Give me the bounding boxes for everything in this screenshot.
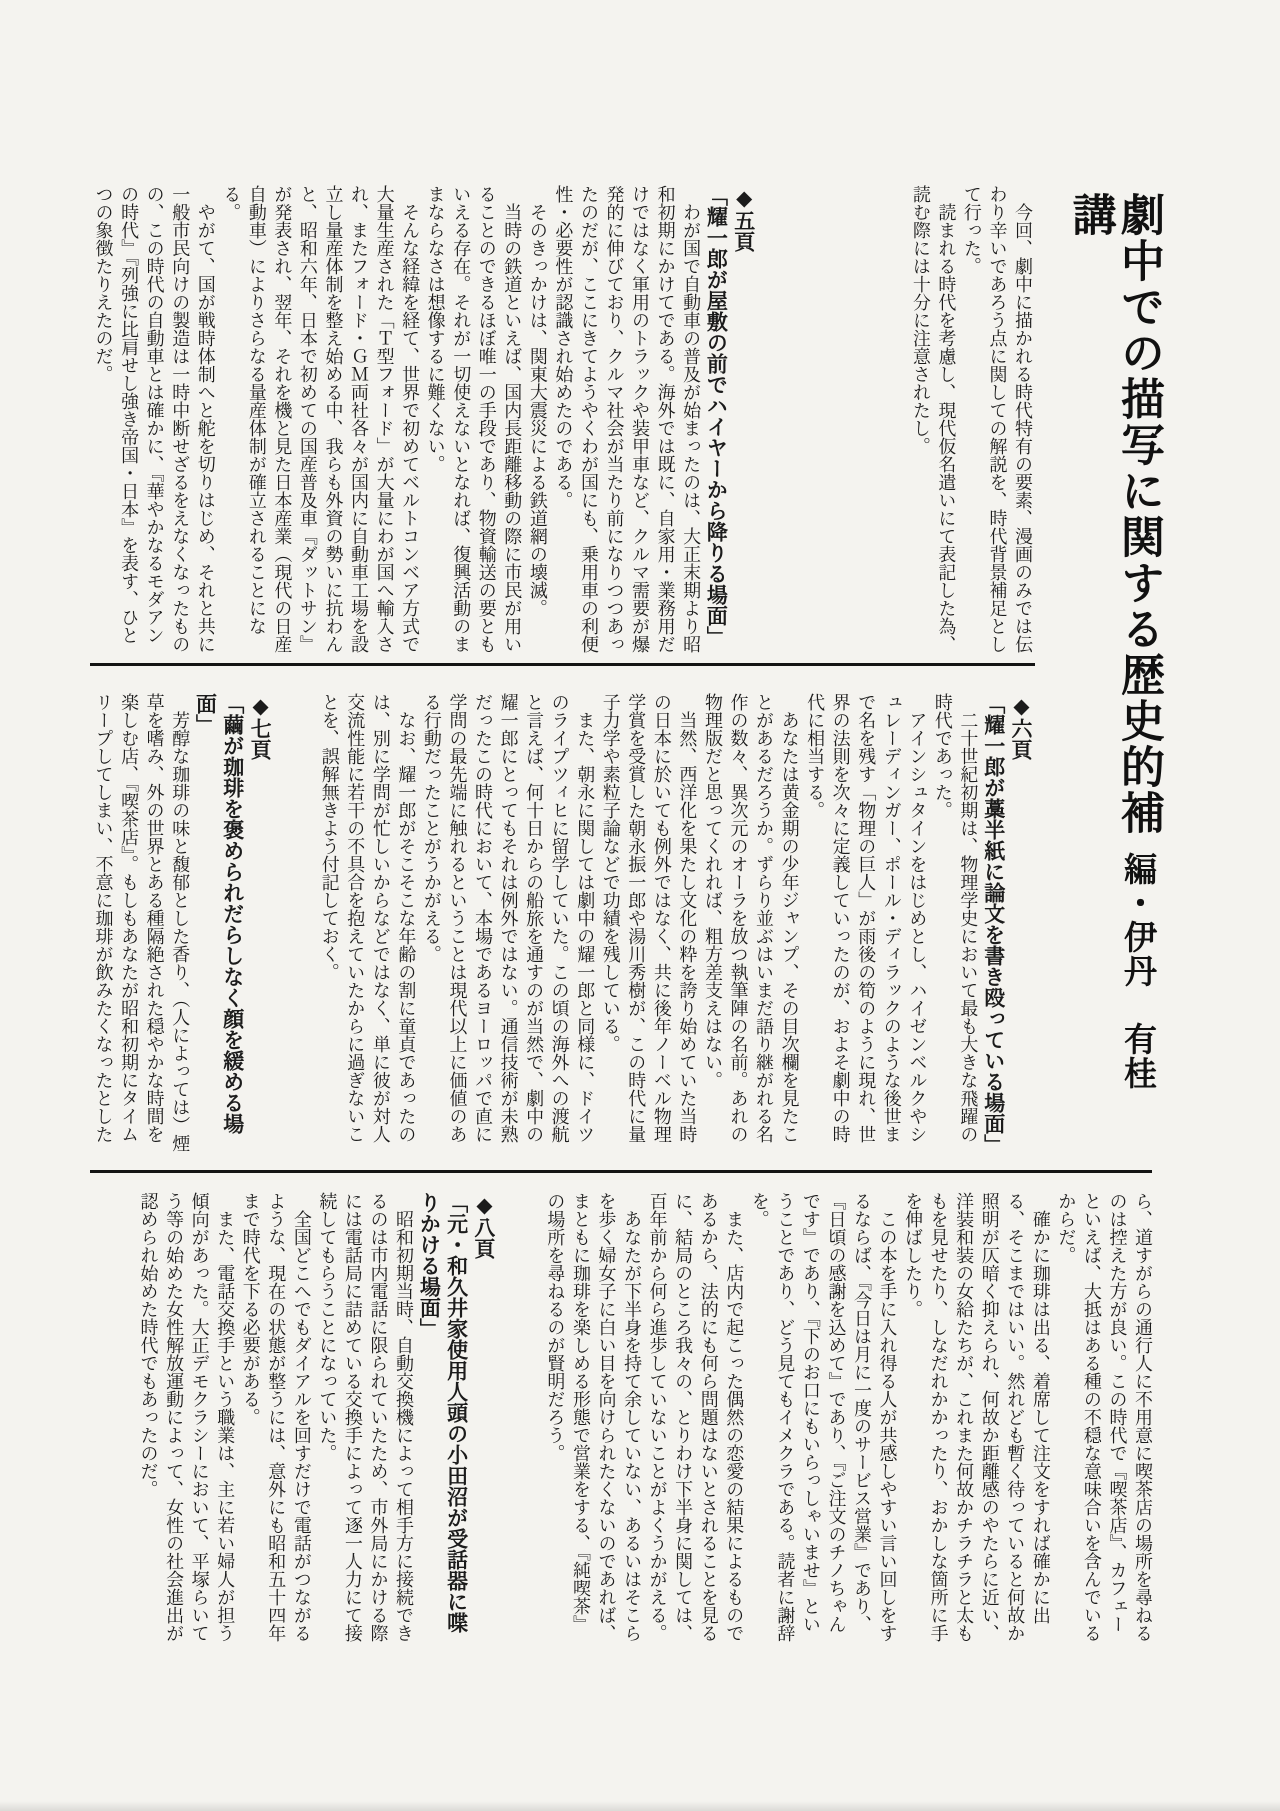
scene-title: 「耀一郎が藁半紙に論文を書き殴っている場面」 [981,693,1007,1155]
body-paragraph: 昭和初期当時、自動交換機によって相手方に接続できるのは市内電話に限られていたため、市外局にかける際には電話局に詰めている交換手によって逐一人力にて接続してもらうことになっていた。 [316,1192,415,1642]
scene-title: 「耀一郎が屋敷の前でハイヤーから降りる場面」 [704,185,730,647]
band-top [90,185,1035,655]
intro-paragraph: 読まれる時代を考慮し、現代仮名遣いにて表記した為、読む際には十分に注意されたし。 [909,185,957,653]
scene-title: 「元・和久井家使用人頭の小田沼が受話器に喋りかける場面」 [417,1192,470,1633]
section-page7 [90,693,274,1160]
scene-title: 「繭が珈琲を褒められだらしなく顔を緩める場面」 [193,693,246,1134]
body-paragraph: 芳醇な珈琲の味と馥郁とした香り、（人によっては）煙草を嗜み、外の世界とある種隔絶された穏やかな時間を楽しむ店、『喫茶店』。もしもあなたが昭和初期にタイムリープしてしまい、不意に珈琲が飲みたくなったとした [92,693,191,1152]
section-divider [90,663,1035,666]
section-page6 [316,693,1035,1160]
section-page7-continued [542,1192,1155,1647]
intro-note [907,185,1035,655]
body-paragraph: アインシュタインをはじめとし、ハイゼンベルクやシュレーディンガー、ポール・ディラックのような後世まで名を残す「物理の巨人」が雨後の筍のように現れ、世界の法則を次々に定義していったのが、およそ劇中の時代に相当する。 [804,693,928,1143]
intro-paragraph: 今回、劇中に描かれる時代特有の要素、漫画のみでは伝わり辛いであろう点に関しての解説を、時代背景補足として行った。 [960,185,1033,653]
section-page8 [135,1192,498,1647]
band-bottom [135,1192,1155,1647]
band-middle [90,693,1035,1160]
body-paragraph: 当時の鉄道といえば、国内長距離移動の際に市民が用いることのできるほぼ唯一の手段であり、物資輸送の要ともいえる存在。それが一切使えないとなれば、復興活動のままならなさは想像するに難くない。 [424,185,523,653]
body-paragraph: そんな経緯を経て、世界で初めてベルトコンベア方式で大量生産された「Ｔ型フォード」が大量にわが国へ輸入され、またフォード・ＧＭ両社各々が国内に自動車工場を設立し量産体制を整え始める中、我らも外資の勢いに抗わんと、昭和六年、日本で初めての国産普及車『ダットサン』が発表され、翌年、それを機と見た日本産業（現代の日産自動車）によりさらなる量産体制が確立されることになる。 [220,185,421,653]
body-paragraph: やがて、国が戦時体制へと舵を切りはじめ、それと共に一般市民向けの製造は一時中断せざるをえなくなったものの、この時代の自動車とは確かに、『華やかなるモダアンの時代』『列強に比肩せし強き帝国・日本』を表す、ひとつの象徴たりえたのだ。 [92,185,216,653]
body-paragraph: この本を手に入れ得る人が共感しやすい言い回しをするならば、『今日は月に一度のサービス営業』であり、『日頃の感謝を込めて』であり、『ご注文のチノちゃんです』であり、『下のお口にもいらっしゃいませ』ということであり、どう見てもイメクラである。読者に謝辞を。 [748,1192,898,1642]
body-paragraph: 二十世紀初期は、物理学史において最も大きな飛躍の時代であった。 [931,693,979,1143]
scan-edge-shadow [0,1801,1280,1811]
body-paragraph: また、電話交換手という職業は、主に若い婦人が担う傾向があった。大正デモクラシーにおいて、平塚らいてう等の始めた女性解放運動によって、女性の社会進出が認められ始めた時代でもあったのだ。 [137,1192,236,1642]
body-paragraph: あなたが下半身を持て余していない、あるいはそこらを歩く婦女子に白い目を向けられたくないのであれば、まともに珈琲を楽しめる形態で営業をする、『純喫茶』の場所を尋ねるのが賢明だろう。 [544,1192,643,1642]
body-paragraph: 当然、西洋化を果たし文化の粋を誇り始めていた当時の日本に於いても例外ではなく、共に後年ノーベル物理学賞を受賞した朝永振一郎や湯川秀樹が、この時代に量子力学や素粒子論などで功績を残している。 [599,693,698,1143]
section-divider [90,1170,1152,1173]
body-paragraph: なお、耀一郎がそこそこな年齢の割に童貞であったのは、別に学問が忙しいからなどではなく、単に彼が対人交流性能に若干の不具合を抱えていたからに過ぎないことを、誤解無きよう付記しておく。 [318,693,417,1143]
section-heading: ◆六頁 [1009,693,1034,760]
body-paragraph: ら、道すがらの通行人に不用意に喫茶店の場所を尋ねるのは控えた方が良い。この時代で『喫茶店』、カフェーといえば、大抵はある種の不穏な意味合いを含んでいるからだ。 [1055,1192,1153,1642]
body-paragraph: あなたは黄金期の少年ジャンプ、その目次欄を見たことがあるだろうか。ずらり並ぶはいまだ語り継がれる名作の数々、異次元のオーラを放つ執筆陣の名前。あれの物理版だと思ってくれれば、粗方差支えはない。 [701,693,800,1143]
body-paragraph: 確かに珈琲は出る、着席して注文をすれば確かに出る、そこまではいい。然れども暫く待っていると何故か照明が仄暗く抑えられ、何故か距離感のやたらに近い、洋装和装の女給たちが、これまた何故かチラチラと太ももを見せたり、しなだれかかったり、おかしな箇所に手を伸ばしたり。 [902,1192,1051,1642]
section-heading: ◆八頁 [471,1192,497,1259]
section-heading: ◆五頁 [731,185,757,252]
body-paragraph: また、朝永に関しては劇中の耀一郎と同様に、ドイツのライプツィヒに留学していた。この頃の海外への渡航と言えば、何十日からの船旅を通すのが当然で、劇中の耀一郎にとってもそれは例外ではない。通信技術が未熟だったこの時代において、本場であるヨーロッパで直に学問の最先端に触れるということは現代以上に価値のある行動だったことがうかがえる。 [420,693,596,1143]
body-paragraph: また、店内で起こった偶然の恋愛の結果によるものであるから、法的にも何ら問題はないとされることを見るに、結局のところ我々の、とりわけ下半身に関しては、百年前から何ら進歩していないことがよくうかがえる。 [646,1192,745,1642]
body-paragraph: わが国で自動車の普及が始まったのは、大正末期より昭和初期にかけてである。海外では既に、自家用・業務用だけではなく軍用のトラックや装甲車など、クルマ需要が爆発的に伸びており、クルマ社会が当たり前になりつつあったのだが、ここにきてようやくわが国にも、乗用車の利便性・必要性が認識され始めたのである。 [552,185,702,653]
body-paragraph: そのきっかけは、関東大震災による鉄道網の壊滅。 [526,203,548,617]
page-title: 劇中での描写に関する歴史的補講 [1064,192,1164,836]
editor-credit: 編・伊丹 有桂 [1119,852,1158,1090]
body-paragraph: 全国どこへでもダイアルを回すだけで電話がつながるような、現在の状態が整うには、意外にも昭和五十四年まで時代を下る必要がある。 [239,1192,312,1642]
section-page5 [90,185,758,655]
section-heading: ◆七頁 [248,693,274,760]
